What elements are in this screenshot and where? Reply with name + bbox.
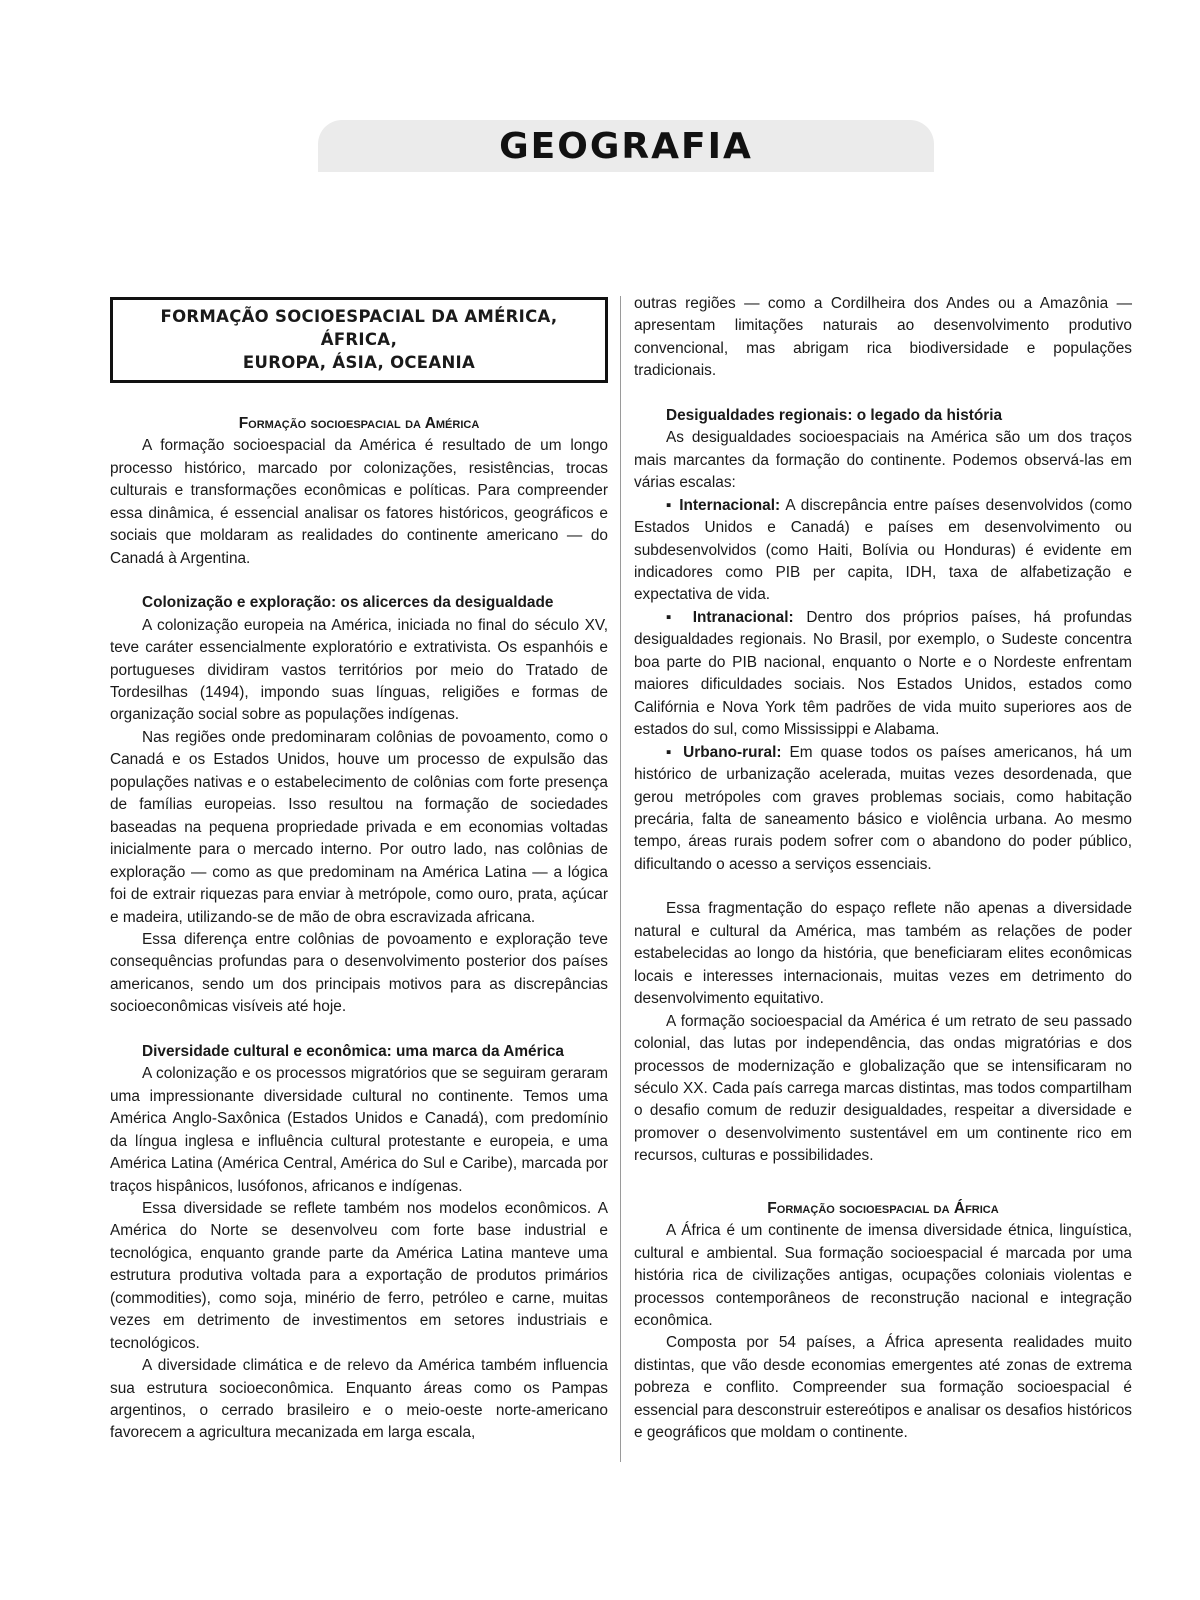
unit-title-line2: EUROPA, ÁSIA, OCEANIA: [242, 353, 476, 372]
unit-title-line1: FORMAÇÃO SOCIOESPACIAL DA AMÉRICA, ÁFRICA,: [160, 307, 558, 349]
colonizacao-paragraph-1: A colonização europeia na América, iniciada no final do século XV, teve caráter essencialmente exploratório e extrativista. Os espanhóis e portugueses dividiram vastos territórios por meio do Tratado de Tordesilhas (1494), impondo suas línguas, religiões e formas de organização social sobre as populações indígenas.: [110, 616, 608, 724]
bullet-intranacional-text: Dentro dos próprios países, há profundas desigualdades regionais. No Brasil, por exemplo, o Sudeste concentra boa parte do PIB nacional, enquanto o Norte e o Nordeste enfrentam maiores dificuldades sociais. Nos Estados Unidos, estados como Califórnia e Nova York têm padrões de vida muito superiores aos de estados do sul, como Mississippi e Alabama.: [634, 608, 1132, 739]
africa-paragraph-1: A África é um continente de imensa diversidade étnica, linguística, cultural e ambiental. Sua formação socioespacial é marcada por uma história rica de civilizações antigas, ocupações coloniais violentas e processos contemporâneos de reconstrução nacional e integração econômica.: [634, 1222, 1132, 1330]
bullet-urbano-rural-text: Em quase todos os países americanos, há um histórico de urbanização acelerada, muitas vezes desordenada, que gerou metrópoles com graves problemas sociais, como habitação precária, falta de saneamento básico e violência urbana. Ao mesmo tempo, áreas rurais podem sofrer com o abandono do poder público, dificultando o acesso a serviços essenciais.: [634, 743, 1133, 873]
bullet-intranacional-label: Intranacional:: [692, 608, 794, 626]
bullet-internacional-text: A discrepância entre países desenvolvidos (como Estados Unidos e Canadá) e países em desenvolvimento ou subdesenvolvidos (como Haiti, Bolívia ou Honduras) é evidente em indicadores como PIB per capita, IDH, taxa de alfabetização e expectativa de vida.: [634, 496, 1132, 604]
subject-title: GEOGRAFIA: [499, 126, 753, 167]
africa-paragraph-2: Composta por 54 países, a África apresenta realidades muito distintas, que vão desde economias emergentes até zonas de extrema pobreza e conflito. Compreender sua formação socioespacial é essencial para desconstruir estereótipos e analisar os desafios históricos e geográficos que moldam o continente.: [634, 1334, 1132, 1442]
desigualdades-paragraph-2: Essa fragmentação do espaço reflete não apenas a diversidade natural e cultural da América, mas também as relações de poder estabelecidas ao longo da história, que beneficiaram elites econômicas locais e interesses internacionais, muitas vezes em detrimento do desenvolvimento equitativo.: [634, 900, 1132, 1008]
right-column: [634, 293, 1132, 1445]
desigualdades-subheading: Desigualdades regionais: o legado da história: [666, 406, 1003, 424]
bullet-urbano-rural-label: Urbano-rural:: [683, 743, 782, 761]
desigualdades-paragraph-3: A formação socioespacial da América é um retrato de seu passado colonial, das lutas por independência, das ondas migratórias e dos processos de modernização e globalização que se intensificaram no século XX. Cada país carrega marcas distintas, mas todos compartilham o desafio comum de reduzir desigualdades, respeitar a diversidade e promover o desenvolvimento sustentável em um continente rico em recursos, culturas e possibilidades.: [634, 1012, 1132, 1165]
diversidade-paragraph-1: A colonização e os processos migratórios que se seguiram geraram uma impressionante diversidade cultural no continente. Temos uma América Anglo-Saxônica (Estados Unidos e Canadá), com predomínio da língua inglesa e influência cultural protestante e europeia, e uma América Latina (América Central, América do Sul e Caribe), marcada por traços hispânicos, lusófonos, africanos e indígenas.: [110, 1065, 608, 1195]
column-divider: [620, 296, 621, 1462]
bullet-urbano-rural: ▪ Urbano-rural: Em quase todos os países americanos, há um histórico de urbanização acelerada, muitas vezes desordenada, que gerou metrópoles com graves problemas sociais, como habitação precária, falta de saneamento básico e violência urbana. Ao mesmo tempo, áreas rurais podem sofrer com o abandono do poder público, dificultando o acesso a serviços essenciais.: [634, 743, 1133, 873]
bullet-internacional: ▪ Internacional: A discrepância entre países desenvolvidos (como Estados Unidos e Canadá) e países em desenvolvimento ou subdesenvolvidos (como Haiti, Bolívia ou Honduras) é evidente em indicadores como PIB per capita, IDH, taxa de alfabetização e expectativa de vida.: [634, 496, 1132, 604]
left-column: [110, 293, 608, 1445]
unit-title-box: [110, 297, 608, 383]
america-section-heading: Formação socioespacial da América: [238, 415, 480, 432]
colonizacao-subheading: Colonização e exploração: os alicerces da desigualdade: [142, 594, 554, 612]
america-intro-paragraph: A formação socioespacial da América é resultado de um longo processo histórico, marcado por colonizações, resistências, trocas culturais e transformações econômicas e políticas. Para compreender essa dinâmica, é essencial analisar os fatores históricos, geográficos e sociais que moldaram as realidades do continente americano — do Canadá à Argentina.: [110, 437, 608, 567]
bullet-intranacional: ▪ Intranacional: Dentro dos próprios países, há profundas desigualdades regionais. No Brasil, por exemplo, o Sudeste concentra boa parte do PIB nacional, enquanto o Norte e o Nordeste enfrentam maiores dificuldades sociais. Nos Estados Unidos, estados como Califórnia e Nova York têm padrões de vida muito superiores aos de estados do sul, como Mississippi e Alabama.: [634, 608, 1132, 739]
bullet-internacional-label: Internacional:: [679, 496, 781, 514]
diversidade-paragraph-3a: A diversidade climática e de relevo da América também influencia sua estrutura socioeconômica. Enquanto áreas como os Pampas argentinos, o cerrado brasileiro e o meio-oeste norte-americano favorecem a agricultura mecanizada em larga escala,: [110, 1357, 608, 1442]
colonizacao-paragraph-3: Essa diferença entre colônias de povoamento e exploração teve consequências profundas para o desenvolvimento posterior dos países americanos, sendo um dos principais motivos para as discrepâncias socioeconômicas visíveis até hoje.: [110, 930, 608, 1016]
desigualdades-paragraph-1: As desigualdades socioespaciais na América são um dos traços mais marcantes da formação do continente. Podemos observá-las em várias escalas:: [634, 429, 1132, 492]
diversidade-subheading: Diversidade cultural e econômica: uma marca da América: [142, 1042, 564, 1060]
africa-section-heading: Formação socioespacial da África: [767, 1199, 999, 1217]
diversidade-paragraph-3b: outras regiões — como a Cordilheira dos Andes ou a Amazônia — apresentam limitações naturais ao desenvolvimento produtivo convencional, mas abrigam rica biodiversidade e populações tradicionais.: [634, 295, 1132, 380]
colonizacao-paragraph-2: Nas regiões onde predominaram colônias de povoamento, como o Canadá e os Estados Unidos, houve um processo de expulsão das populações nativas e o estabelecimento de colônias com forte presença de famílias europeias. Isso resultou na formação de sociedades baseadas na pequena propriedade privada e em economias voltadas inicialmente para o mercado interno. Por outro lado, nas colônias de exploração — como as que predominam na América Latina — a lógica foi de extrair riquezas para enviar à metrópole, como ouro, prata, açúcar e madeira, utilizando-se de mão de obra escravizada africana.: [110, 728, 608, 926]
diversidade-paragraph-2: Essa diversidade se reflete também nos modelos econômicos. A América do Norte se desenvolveu com forte base industrial e tecnológica, enquanto grande parte da América Latina manteve uma estrutura produtiva voltada para a exportação de produtos primários (commodities), como soja, minério de ferro, petróleo e carne, muitas vezes em detrimento de investimentos em setores industriais e tecnológicos.: [110, 1199, 608, 1352]
